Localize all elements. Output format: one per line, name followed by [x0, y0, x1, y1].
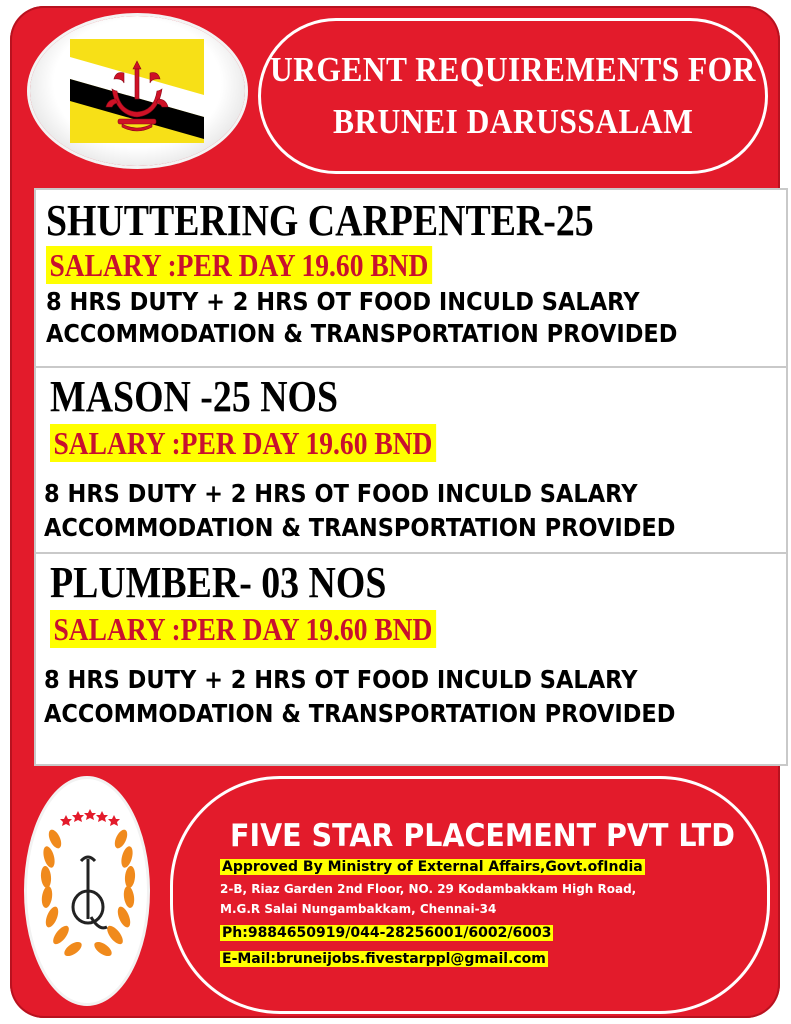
header: [10, 6, 780, 186]
benefits-text: ACCOMMODATION & TRANSPORTATION PROVIDED: [44, 699, 676, 728]
job-list: [34, 188, 788, 766]
address-line-1: 2-B, Riaz Garden 2nd Floor, NO. 29 Kodambakkam High Road,: [220, 882, 637, 896]
duty-text: 8 HRS DUTY + 2 HRS OT FOOD INCULD SALARY: [44, 665, 638, 694]
benefits-text: ACCOMMODATION & TRANSPORTATION PROVIDED: [46, 319, 678, 348]
job-title: PLUMBER- 03 NOS: [50, 558, 387, 607]
contact-block: [220, 856, 645, 971]
title-banner: [258, 18, 768, 174]
salary-row: [46, 246, 682, 284]
brunei-flag-icon: [70, 39, 204, 143]
poster: [10, 6, 780, 1018]
company-name: FIVE STAR PLACEMENT PVT LTD: [230, 818, 735, 854]
address-line-2: M.G.R Salai Nungambakkam, Chennai-34: [220, 902, 497, 916]
duty-text: 8 HRS DUTY + 2 HRS OT FOOD INCULD SALARY: [44, 479, 638, 508]
phone-text: Ph:9884650919/044-28256001/6002/6003: [222, 925, 552, 941]
duty-text: 8 HRS DUTY + 2 HRS OT FOOD INCULD SALARY: [46, 287, 640, 316]
flag-badge: [30, 16, 245, 166]
salary-highlight: SALARY :PER DAY 19.60 BND: [50, 424, 436, 462]
approval-line: [220, 856, 645, 878]
job-title: MASON -25 NOS: [50, 372, 339, 421]
title-line-2: BRUNEI DARUSSALAM: [332, 102, 694, 141]
approval-text: Approved By Ministry of External Affairs,Govt.ofIndia: [222, 859, 643, 875]
laurel-logo-icon: [33, 799, 143, 979]
benefits-text: ACCOMMODATION & TRANSPORTATION PROVIDED: [44, 513, 676, 542]
job-item-mason: [36, 368, 786, 554]
salary-highlight: SALARY :PER DAY 19.60 BND: [50, 610, 436, 648]
title-line-1: URGENT REQUIREMENTS FOR: [270, 50, 756, 89]
job-item-carpenter: [36, 190, 786, 368]
salary-highlight: SALARY :PER DAY 19.60 BND: [46, 246, 432, 284]
email-line: [220, 947, 645, 971]
email-text[interactable]: E-Mail:bruneijobs.fivestarppl@gmail.com: [222, 951, 546, 967]
salary-row: [50, 424, 683, 462]
job-title: SHUTTERING CARPENTER-25: [46, 196, 594, 245]
phone-line: [220, 921, 645, 945]
logo-badge: [24, 776, 150, 1006]
job-item-plumber: [36, 554, 786, 764]
salary-row: [50, 610, 683, 648]
